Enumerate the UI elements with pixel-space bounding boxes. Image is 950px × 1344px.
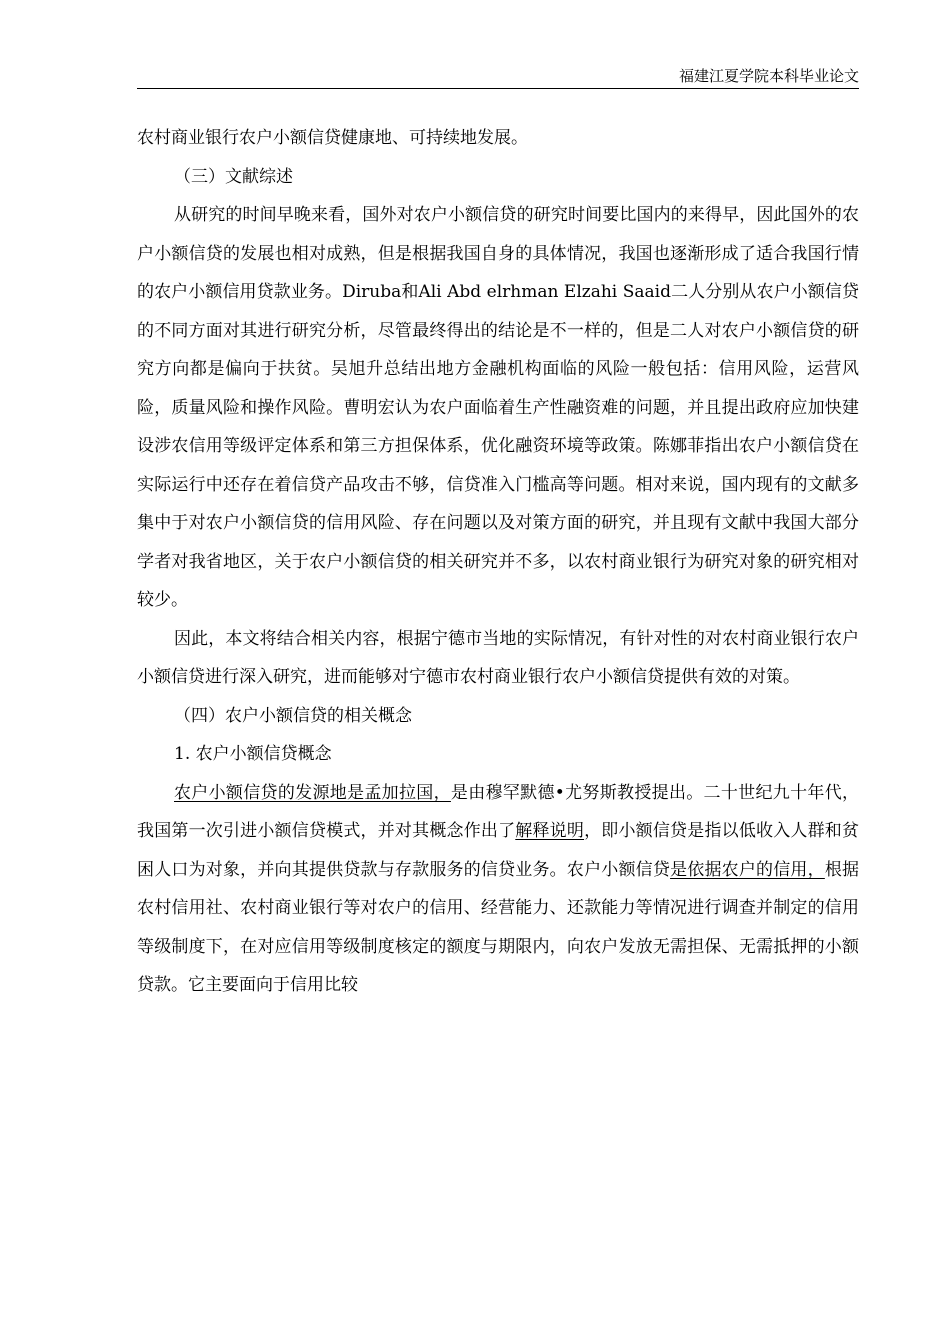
underlined-text: 是依据农户的信用， [670,859,825,880]
section-heading-concepts: （四）农户小额信贷的相关概念 [174,705,412,726]
underlined-text: 农户小额信贷的发源地是孟加拉国， [174,782,451,803]
underlined-text: 解释说明 [515,821,585,841]
text-run: 是由穆罕默德•尤努斯教授提出。二十世纪九十年代，我国第一次引进小额信贷模式，并对其概念作出了 [137,782,860,841]
paragraph-continuation: 农村商业银行农户小额信贷健康地、可持续地发展。 [137,128,528,148]
paragraph-literature-review: 从研究的时间早晚来看，国外对农户小额信贷的研究时间要比国内的来得早，因此国外的农户小额信贷的发展也相对成熟，但是根据我国自身的具体情况，我国也逐渐形成了适合我国行情的农户小额信用贷款业务。Diruba和Ali Abd elrhman Elzahi Saaid二人分别从农户小额信贷的不同方面对其进行研究分析，尽管最终得出的结论是不一样的，但是二人对农户小额信贷的研究方向都是偏向于扶贫。吴旭升总结出地方金融机构面临的风险一般包括：信用风险，运营风险，质量风险和操作风险。曹明宏认为农户面临着生产性融资难的问题，并且提出政府应加快建设涉农信用等级评定体系和第三方担保体系，优化融资环境等政策。陈娜菲指出农户小额信贷在实际运行中还存在着信贷产品攻击不够，信贷准入门槛高等问题。相对来说，国内现有的文献多集中于对农户小额信贷的信用风险、存在问题以及对策方面的研究，并且现有文献中我国大部分学者对我省地区，关于农户小额信贷的相关研究并不多，以农村商业银行为研究对象的研究相对较少。 [137,205,859,610]
body-text [137,119,859,1005]
paragraph-conclusion: 因此，本文将结合相关内容，根据宁德市当地的实际情况，有针对性的对农村商业银行农户小额信贷进行深入研究，进而能够对宁德市农村商业银行农户小额信贷提供有效的对策。 [137,628,859,687]
header-rule [137,88,859,89]
subsection-heading-concept: 1. 农户小额信贷概念 [174,744,332,764]
running-header: 福建江夏学院本科毕业论文 [678,67,859,85]
text-run: 根据农村信用社、农村商业银行等对农户的信用、经营能力、还款能力等情况进行调查并制定的信用等级制度下，在对应信用等级制度核定的额度与期限内，向农户发放无需担保、无需抵押的小额贷款。它主要面向于信用比较 [137,859,860,995]
text-run: ，即小额信贷是指以低收入人群和贫困人口为对象，并向其提供贷款与存款服务的信贷业务。农户小额信贷 [137,821,860,880]
section-heading-literature-review: （三）文献综述 [174,166,293,187]
paragraph-concept [137,774,859,1005]
